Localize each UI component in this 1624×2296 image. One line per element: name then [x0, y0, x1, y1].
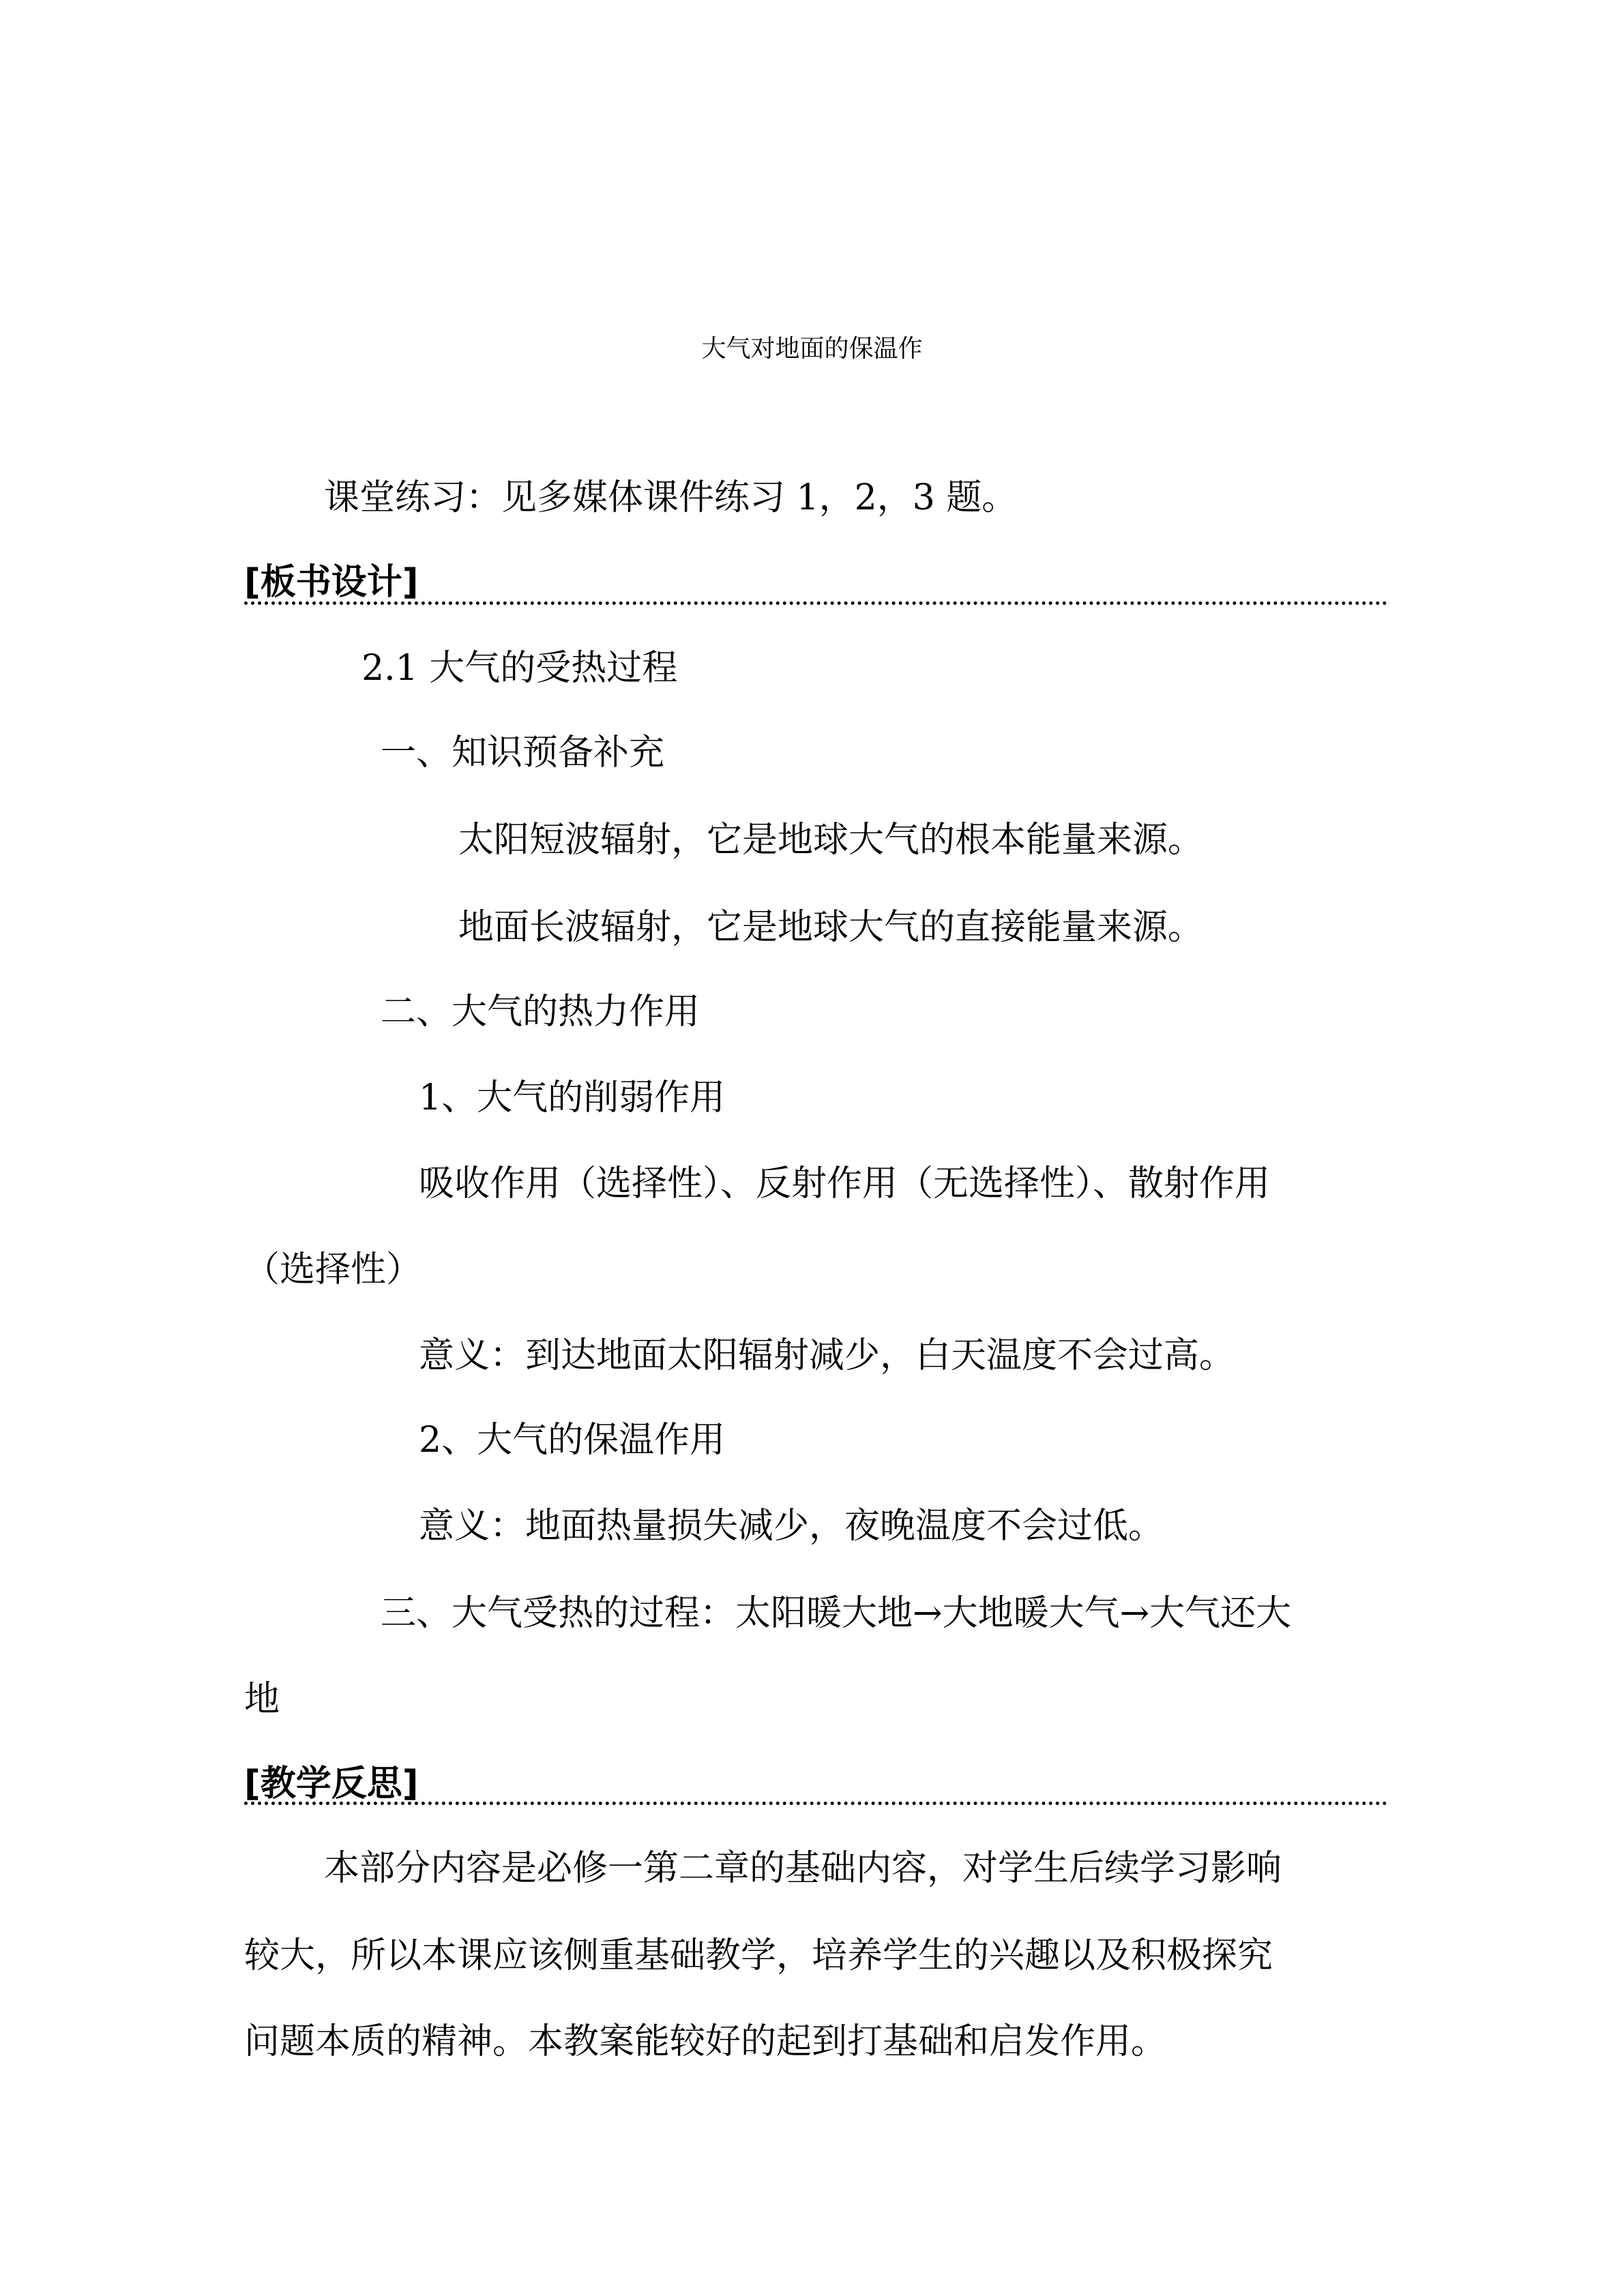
part2-sub1-meaning: 意义：到达地面太阳辐射减少，白天温度不会过高。: [419, 1335, 1235, 1376]
board-heading: 2.1 大气的受热过程: [361, 648, 678, 689]
part2-sub1: 1、大气的削弱作用: [419, 1077, 726, 1118]
part2-sub2-meaning: 意义：地面热量损失减少，夜晚温度不会过低。: [419, 1506, 1164, 1547]
section-heading-board: [板书设计]: [244, 562, 419, 603]
part1-title: 一、知识预备补充: [381, 732, 665, 773]
part2-sub1-line1b: （选择性）: [244, 1249, 422, 1290]
page-title: 大气对地面的保温作: [701, 335, 923, 363]
part3-line-a: 三、大气受热的过程：太阳暖大地→大地暖大气→大气还大: [381, 1593, 1292, 1634]
section-divider-reflection: [244, 1802, 1387, 1805]
reflection-line3: 问题本质的精神。本教案能较好的起到打基础和启发作用。: [244, 2021, 1167, 2062]
reflection-line2: 较大，所以本课应该侧重基础教学，培养学生的兴趣以及积极探究: [244, 1935, 1273, 1976]
part2-title: 二、大气的热力作用: [381, 992, 700, 1032]
section-heading-reflection: [教学反思]: [244, 1763, 419, 1804]
part2-sub2: 2、大气的保温作用: [419, 1420, 726, 1461]
exercise-line: 课堂练习：见多媒体课件练习 1，2，3 题。: [324, 477, 1018, 518]
part3-line-b: 地: [244, 1679, 280, 1720]
part1-line1: 太阳短波辐射，它是地球大气的根本能量来源。: [458, 820, 1204, 861]
part1-line2: 地面长波辐射，它是地球大气的直接能量来源。: [458, 907, 1204, 948]
reflection-line1: 本部分内容是必修一第二章的基础内容，对学生后续学习影响: [324, 1848, 1282, 1889]
section-divider-board: [244, 601, 1387, 605]
part2-sub1-line1a: 吸收作用（选择性）、反射作用（无选择性）、散射作用: [419, 1163, 1271, 1204]
